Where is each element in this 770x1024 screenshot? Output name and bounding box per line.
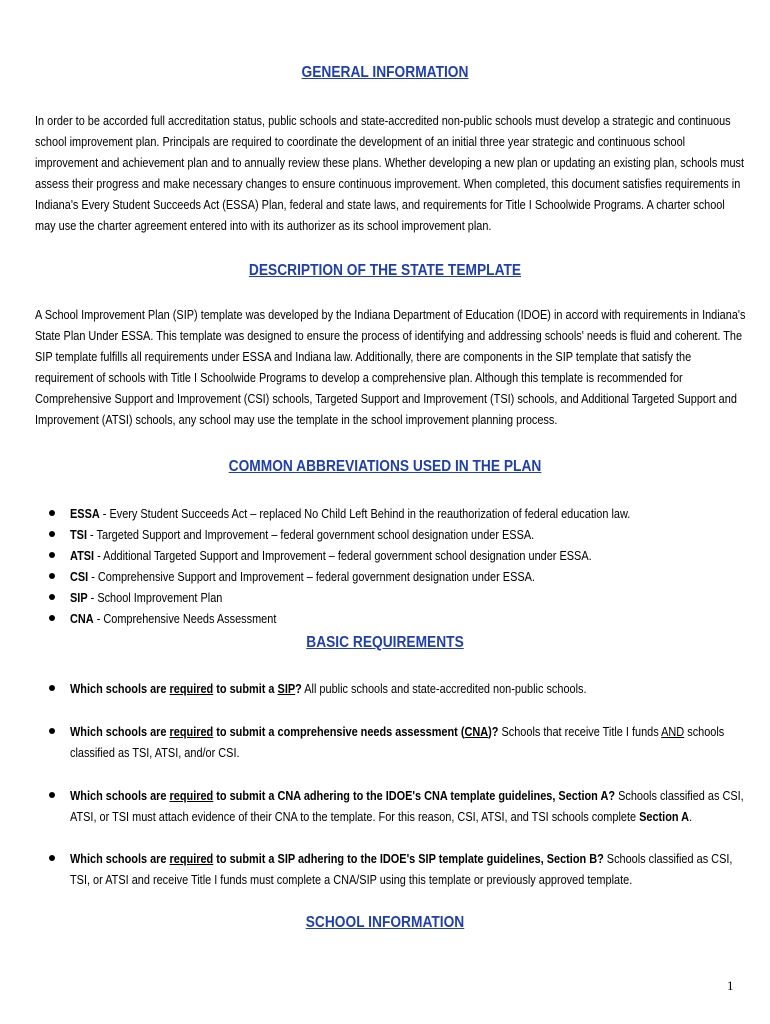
question-mark: )? — [488, 724, 499, 739]
bullet-icon — [49, 855, 55, 861]
cna-emphasis: CNA — [464, 724, 489, 739]
text-line: A School Improvement Plan (SIP) template was developed by the Indiana Department of Education (IDOE) in accord with requirements in Indiana's — [35, 307, 746, 322]
text-line: requirement of schools with Title I Schoolwide Programs to develop a comprehensive plan. Although this template is recommended for — [35, 370, 683, 385]
text-line: State Plan Under ESSA. This template was designed to ensure the process of identifying and addressing schools' needs is fluid and coherent. The — [35, 328, 743, 343]
abbreviation-term: ATSI — [70, 548, 95, 563]
text-line: Comprehensive Support and Improvement (CSI) schools, Targeted Support and Improvement (TSI) schools, and Additional Targeted Support and — [35, 391, 737, 406]
answer-text: schools — [684, 724, 725, 739]
answer-text: ATSI, or TSI must attach evidence of their CNA to the template. For this reason, CSI, ATSI, and TSI schools complete — [70, 809, 640, 824]
answer-text: classified as TSI, ATSI, and/or CSI. — [70, 745, 240, 760]
sip-emphasis: SIP — [277, 681, 296, 696]
school-information-heading: SCHOOL INFORMATION — [305, 914, 465, 931]
answer-text: TSI, or ATSI and receive Title I funds must complete a CNA/SIP using this template or previously approved template. — [70, 872, 633, 887]
abbreviation-definition: - Additional Targeted Support and Improvement – federal government school designation under ESSA. — [94, 548, 592, 563]
question-text: Which schools are — [70, 681, 170, 696]
question-text: to submit a comprehensive needs assessment ( — [213, 724, 465, 739]
abbreviations-heading: COMMON ABBREVIATIONS USED IN THE PLAN — [228, 458, 542, 475]
abbreviation-term: SIP — [70, 590, 88, 605]
page-number: 1 — [727, 978, 734, 993]
abbreviation-definition: - Every Student Succeeds Act – replaced No Child Left Behind in the reauthorization of federal education law. — [99, 506, 631, 521]
description-heading: DESCRIPTION OF THE STATE TEMPLATE — [248, 262, 522, 279]
abbreviation-term: CNA — [70, 611, 94, 626]
bullet-icon — [49, 615, 55, 621]
text-line: assess their progress and make necessary changes to ensure continuous improvement. When completed, this document satisfies requirements in — [35, 176, 741, 191]
bullet-icon — [49, 573, 55, 579]
text-line: Improvement (ATSI) schools, any school may use the template in the school improvement planning process. — [35, 412, 558, 427]
text-line: may use the charter agreement entered into with its authorizer as its school improvement plan. — [35, 218, 492, 233]
question-text: Which schools are — [70, 851, 170, 866]
required-emphasis: required — [169, 681, 214, 696]
question-mark: ? — [295, 681, 302, 696]
answer-text: . — [689, 809, 693, 824]
bullet-icon — [49, 685, 55, 691]
abbreviation-definition: - Targeted Support and Improvement – federal government school designation under ESSA. — [86, 527, 535, 542]
and-emphasis: AND — [661, 724, 685, 739]
text-line: school improvement plan. Principals are required to coordinate the development of an initial three year strategic and continuous school — [35, 134, 686, 149]
answer-text: Schools that receive Title I funds — [498, 724, 662, 739]
required-emphasis: required — [169, 724, 214, 739]
description-paragraph — [35, 304, 746, 430]
text-line: SIP template fulfills all requirements under ESSA and Indiana law. Additionally, there are components in the SIP template that satisfy the — [35, 349, 692, 364]
bullet-icon — [49, 728, 55, 734]
required-emphasis: required — [169, 851, 214, 866]
answer-text: Schools classified as CSI, — [603, 851, 733, 866]
abbreviation-definition: - School Improvement Plan — [87, 590, 223, 605]
text-line: Indiana's Every Student Succeeds Act (ESSA) Plan, federal and state laws, and requirements for Title I Schoolwide Programs. A charter school — [35, 197, 725, 212]
general-information-paragraph — [35, 110, 745, 236]
question-text: to submit a CNA adhering to the IDOE's CNA template guidelines, Section A? — [213, 788, 616, 803]
abbreviation-definition: - Comprehensive Needs Assessment — [93, 611, 277, 626]
bullet-icon — [49, 594, 55, 600]
basic-requirements-heading: BASIC REQUIREMENTS — [306, 634, 464, 651]
bullet-icon — [49, 552, 55, 558]
required-emphasis: required — [169, 788, 214, 803]
abbreviation-term: TSI — [70, 527, 87, 542]
question-text: Which schools are — [70, 788, 170, 803]
abbreviation-term: ESSA — [70, 506, 100, 521]
answer-text: All public schools and state-accredited non-public schools. — [301, 681, 587, 696]
bullet-icon — [49, 792, 55, 798]
section-a-emphasis: Section A — [639, 809, 690, 824]
bullet-icon — [49, 510, 55, 516]
text-line: improvement and achievement plan and to annually review these plans. Whether developing a new plan or updating an existing plan, schools must — [35, 155, 745, 170]
answer-text: Schools classified as CSI, — [615, 788, 744, 803]
bullet-icon — [49, 531, 55, 537]
abbreviation-term: CSI — [70, 569, 89, 584]
text-line: In order to be accorded full accreditation status, public schools and state-accredited non-public schools must develop a strategic and continuous — [35, 113, 731, 128]
question-text: Which schools are — [70, 724, 170, 739]
question-text: to submit a — [213, 681, 278, 696]
abbreviation-definition: - Comprehensive Support and Improvement – federal government designation under ESSA. — [88, 569, 535, 584]
general-information-heading: GENERAL INFORMATION — [301, 64, 469, 81]
question-text: to submit a SIP adhering to the IDOE's SIP template guidelines, Section B? — [213, 851, 604, 866]
